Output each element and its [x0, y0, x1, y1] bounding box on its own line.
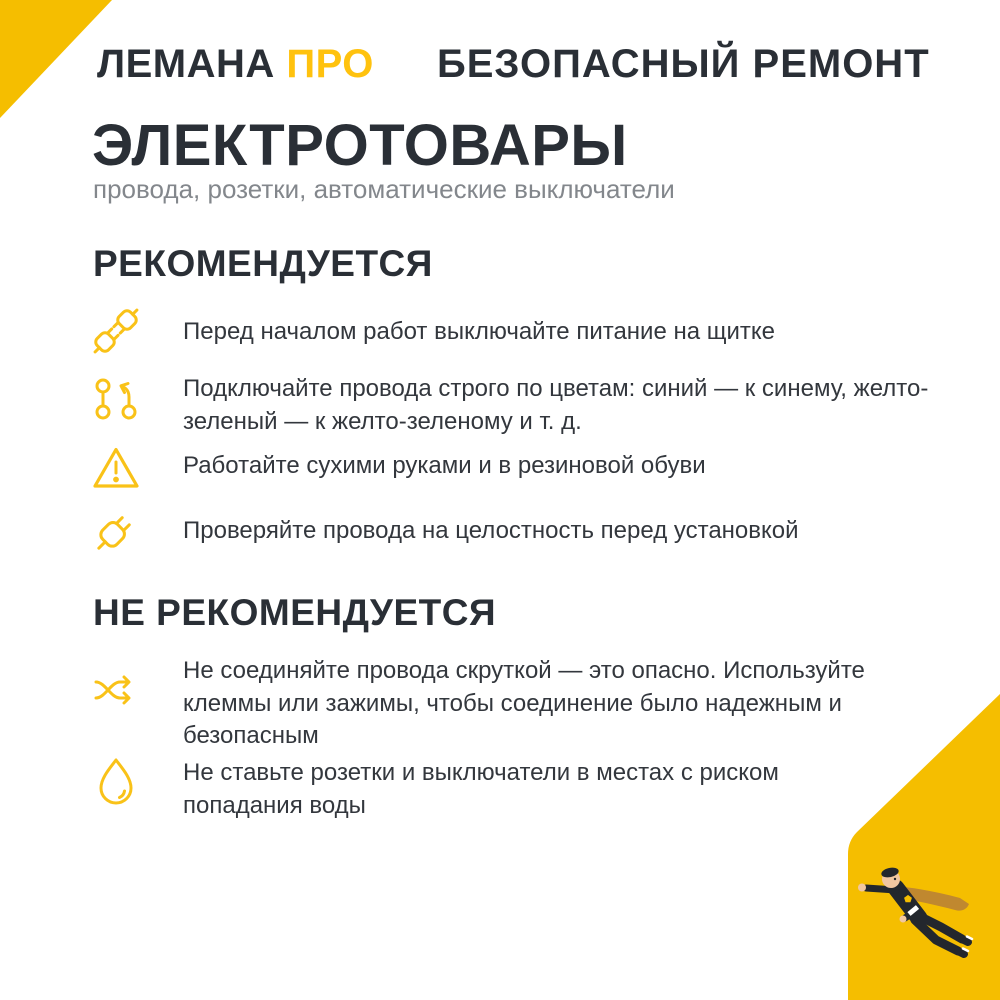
plug-icon: [88, 501, 144, 557]
page-subtitle: провода, розетки, автоматические выключатели: [93, 174, 675, 204]
section-heading-recommended: РЕКОМЕНДУЕТСЯ: [93, 243, 433, 284]
banner-title: БЕЗОПАСНЫЙ РЕМОНТ: [437, 42, 930, 86]
page-title: ЭЛЕКТРОТОВАРЫ: [92, 113, 628, 178]
not-recommended-item-text: Не соединяйте провода скруткой — это опасно. Используйте клеммы или зажимы, чтобы соединение было надежным и безопасным: [183, 657, 865, 749]
shuffle-arrows-icon: [88, 662, 144, 718]
water-drop-icon: [88, 752, 144, 808]
warning-triangle-icon: [88, 440, 144, 496]
brand-logo-accent: ПРО: [286, 42, 374, 86]
connected-plugs-icon: [88, 303, 144, 359]
recommended-item-text: Подключайте провода строго по цветам: синий — к синему, желто-зеленый — к желто-зеленому и т. д.: [183, 375, 929, 435]
recommended-item-text: Работайте сухими руками и в резиновой обуви: [183, 452, 706, 479]
top-left-corner-triangle: [0, 0, 112, 118]
wire-colors-icon: [88, 371, 144, 427]
recommended-item-text: Перед началом работ выключайте питание на щитке: [183, 318, 775, 345]
section-heading-not-recommended: НЕ РЕКОМЕНДУЕТСЯ: [93, 592, 497, 633]
not-recommended-item-text: Не ставьте розетки и выключатели в местах с риском попадания воды: [183, 759, 779, 819]
recommended-item-text: Проверяйте провода на целостность перед установкой: [183, 517, 799, 544]
brand-logo: [97, 42, 374, 87]
flying-superhero-mascot: [850, 855, 984, 973]
brand-logo-primary: ЛЕМАНА: [97, 42, 275, 86]
